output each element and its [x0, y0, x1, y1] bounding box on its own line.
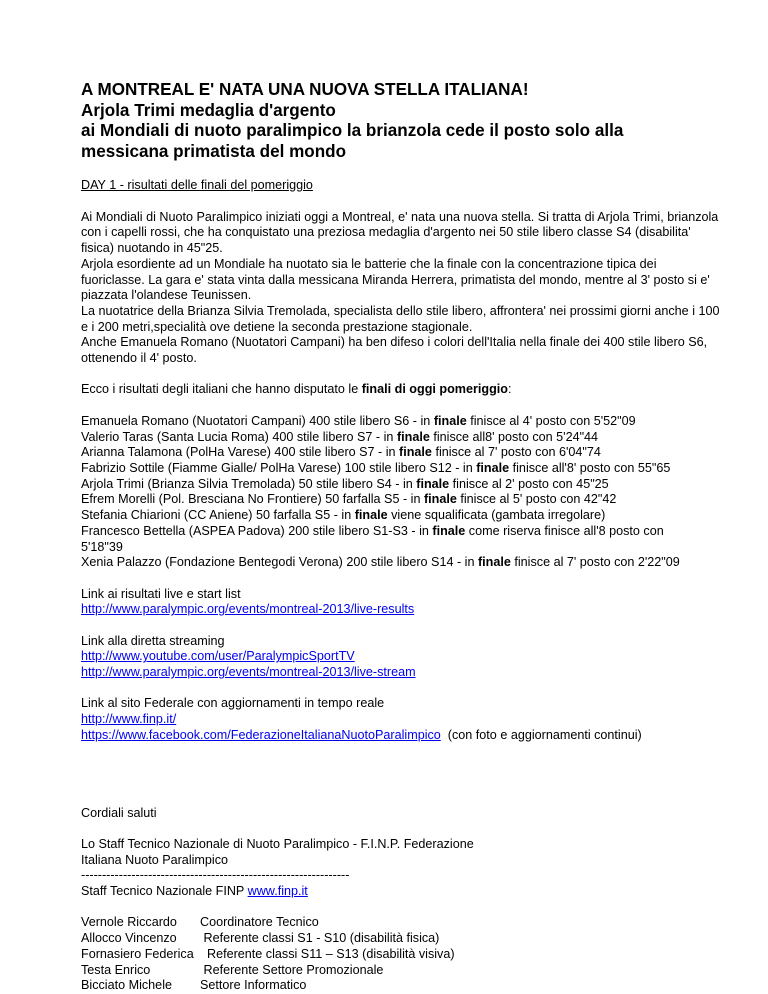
result-row: Efrem Morelli (Pol. Bresciana No Frontiere) 50 farfalla S5 - in finale finisce al 5' posto con 42"42	[81, 492, 617, 507]
staff-finp-text: Staff Tecnico Nazionale FINP	[81, 884, 248, 899]
staff-role: Referente classi S1 - S10 (disabilità fisica)	[200, 931, 440, 946]
results-intro-colon: :	[507, 382, 512, 397]
staff-line-2: Italiana Nuoto Paralimpico	[81, 852, 229, 867]
result-row: Fabrizio Sottile (Fiamme Gialle/ PolHa Varese) 100 stile libero S12 - in finale finisce all'8' posto con 55"65	[81, 460, 671, 475]
live-results-label: Link ai risultati live e start list	[81, 586, 241, 601]
staff-row	[81, 931, 721, 947]
result-row: Emanuela Romano (Nuotatori Campani) 400 stile libero S6 - in finale finisce al 4' posto con 5'52"09	[81, 413, 636, 428]
facebook-note: (con foto e aggiornamenti continui)	[440, 727, 642, 742]
staff-role: Referente classi S11 – S13 (disabilità visiva)	[200, 946, 455, 961]
results-intro-bold: finali di oggi pomeriggio	[361, 382, 508, 397]
live-results-link[interactable]: http://www.paralympic.org/events/montreal-2013/live-results	[81, 602, 415, 617]
staff-list	[81, 915, 721, 994]
intro-paragraph-1: Ai Mondiali di Nuoto Paralimpico iniziati oggi a Montreal, e' nata una nuova stella. Si tratta di Arjola Trimi, brianzola con i capelli rossi, che ha conquistato una preziosa medaglia d'argento nei 50 stile libero classe S4 (disabilita' fisica) nuotando in 45"25.	[81, 209, 719, 256]
staff-line-1: Lo Staff Tecnico Nazionale di Nuoto Paralimpico - F.I.N.P. Federazione	[81, 836, 474, 851]
result-row: Francesco Bettella (ASPEA Padova) 200 stile libero S1-S3 - in finale come riserva finisce all'8 posto con 5'18"39	[81, 523, 664, 554]
staff-role: Settore Informatico	[200, 978, 307, 993]
title-line-3: ai Mondiali di nuoto paralimpico la brianzola cede il posto solo alla	[81, 121, 624, 141]
staff-row	[81, 963, 721, 979]
staff-name: Testa Enrico	[81, 962, 151, 977]
youtube-stream-link[interactable]: http://www.youtube.com/user/ParalympicSportTV	[81, 649, 355, 664]
staff-name: Fornasiero Federica	[81, 946, 194, 961]
staff-name: Bicciato Michele	[81, 978, 172, 993]
document-content	[81, 80, 721, 994]
results-list	[81, 414, 721, 571]
finp-site-link[interactable]: http://www.finp.it/	[81, 712, 177, 727]
paralympic-stream-link[interactable]: http://www.paralympic.org/events/montreal-2013/live-stream	[81, 665, 416, 680]
intro-paragraph-2: Arjola esordiente ad un Mondiale ha nuotato sia le batterie che la finale con la concentrazione tipica dei fuoriclasse. La gara e' stata vinta dalla messicana Miranda Herrera, primatista del mondo, mentre al 3' posto si e' piazzata l'olandese Teunissen.	[81, 256, 710, 303]
intro-paragraph-4: Anche Emanuela Romano (Nuotatori Campani) ha ben difeso i colori dell'Italia nella finale dei 400 stile libero S6, ottenendo il 4' posto.	[81, 335, 708, 366]
staff-row	[81, 915, 721, 931]
staff-finp-row	[81, 884, 721, 900]
result-row: Xenia Palazzo (Fondazione Bentegodi Verona) 200 stile libero S14 - in finale finisce al 7' posto con 2'22"09	[81, 555, 680, 570]
intro-paragraph-3: La nuotatrice della Brianza Silvia Tremolada, specialista dello stile libero, affrontera' nei prossimi giorni anche i 100 e i 200 metri,specialità ove detiene la seconda prestazione stagionale.	[81, 303, 720, 334]
staff-role: Referente Settore Promozionale	[200, 962, 384, 977]
federation-label: Link al sito Federale con aggiornamenti in tempo reale	[81, 696, 385, 711]
title-line-1: A MONTREAL E' NATA UNA NUOVA STELLA ITALIANA!	[81, 80, 529, 99]
greeting: Cordiali saluti	[81, 805, 157, 820]
results-intro	[81, 382, 721, 398]
streaming-label: Link alla diretta streaming	[81, 633, 225, 648]
result-row: Arjola Trimi (Brianza Silvia Tremolada) 50 stile libero S4 - in finale finisce al 2' posto con 45"25	[81, 476, 609, 491]
result-row: Stefania Chiarioni (CC Aniene) 50 farfalla S5 - in finale viene squalificata (gambata irregolare)	[81, 508, 606, 523]
divider: ----------------------------------------------------------------	[81, 868, 350, 883]
result-row: Valerio Taras (Santa Lucia Roma) 400 stile libero S7 - in finale finisce all8' posto con 5'24"44	[81, 429, 599, 444]
results-intro-text: Ecco i risultati degli italiani che hanno disputato le	[81, 382, 362, 397]
staff-name: Vernole Riccardo	[81, 915, 177, 930]
facebook-link[interactable]: https://www.facebook.com/FederazioneItalianaNuotoParalimpico	[81, 727, 441, 742]
day-heading: DAY 1 - risultati delle finali del pomeriggio	[81, 178, 313, 193]
article-title	[81, 80, 721, 162]
staff-row	[81, 978, 721, 994]
title-line-2: Arjola Trimi medaglia d'argento	[81, 100, 336, 120]
facebook-row	[81, 728, 721, 744]
finp-link[interactable]: www.finp.it	[247, 884, 308, 899]
staff-name: Allocco Vincenzo	[81, 931, 177, 946]
staff-row	[81, 947, 721, 963]
staff-role: Coordinatore Tecnico	[200, 915, 319, 930]
result-row: Arianna Talamona (PolHa Varese) 400 stile libero S7 - in finale finisce al 7' posto con 6'04"74	[81, 445, 601, 460]
title-line-4: messicana primatista del mondo	[81, 141, 347, 161]
